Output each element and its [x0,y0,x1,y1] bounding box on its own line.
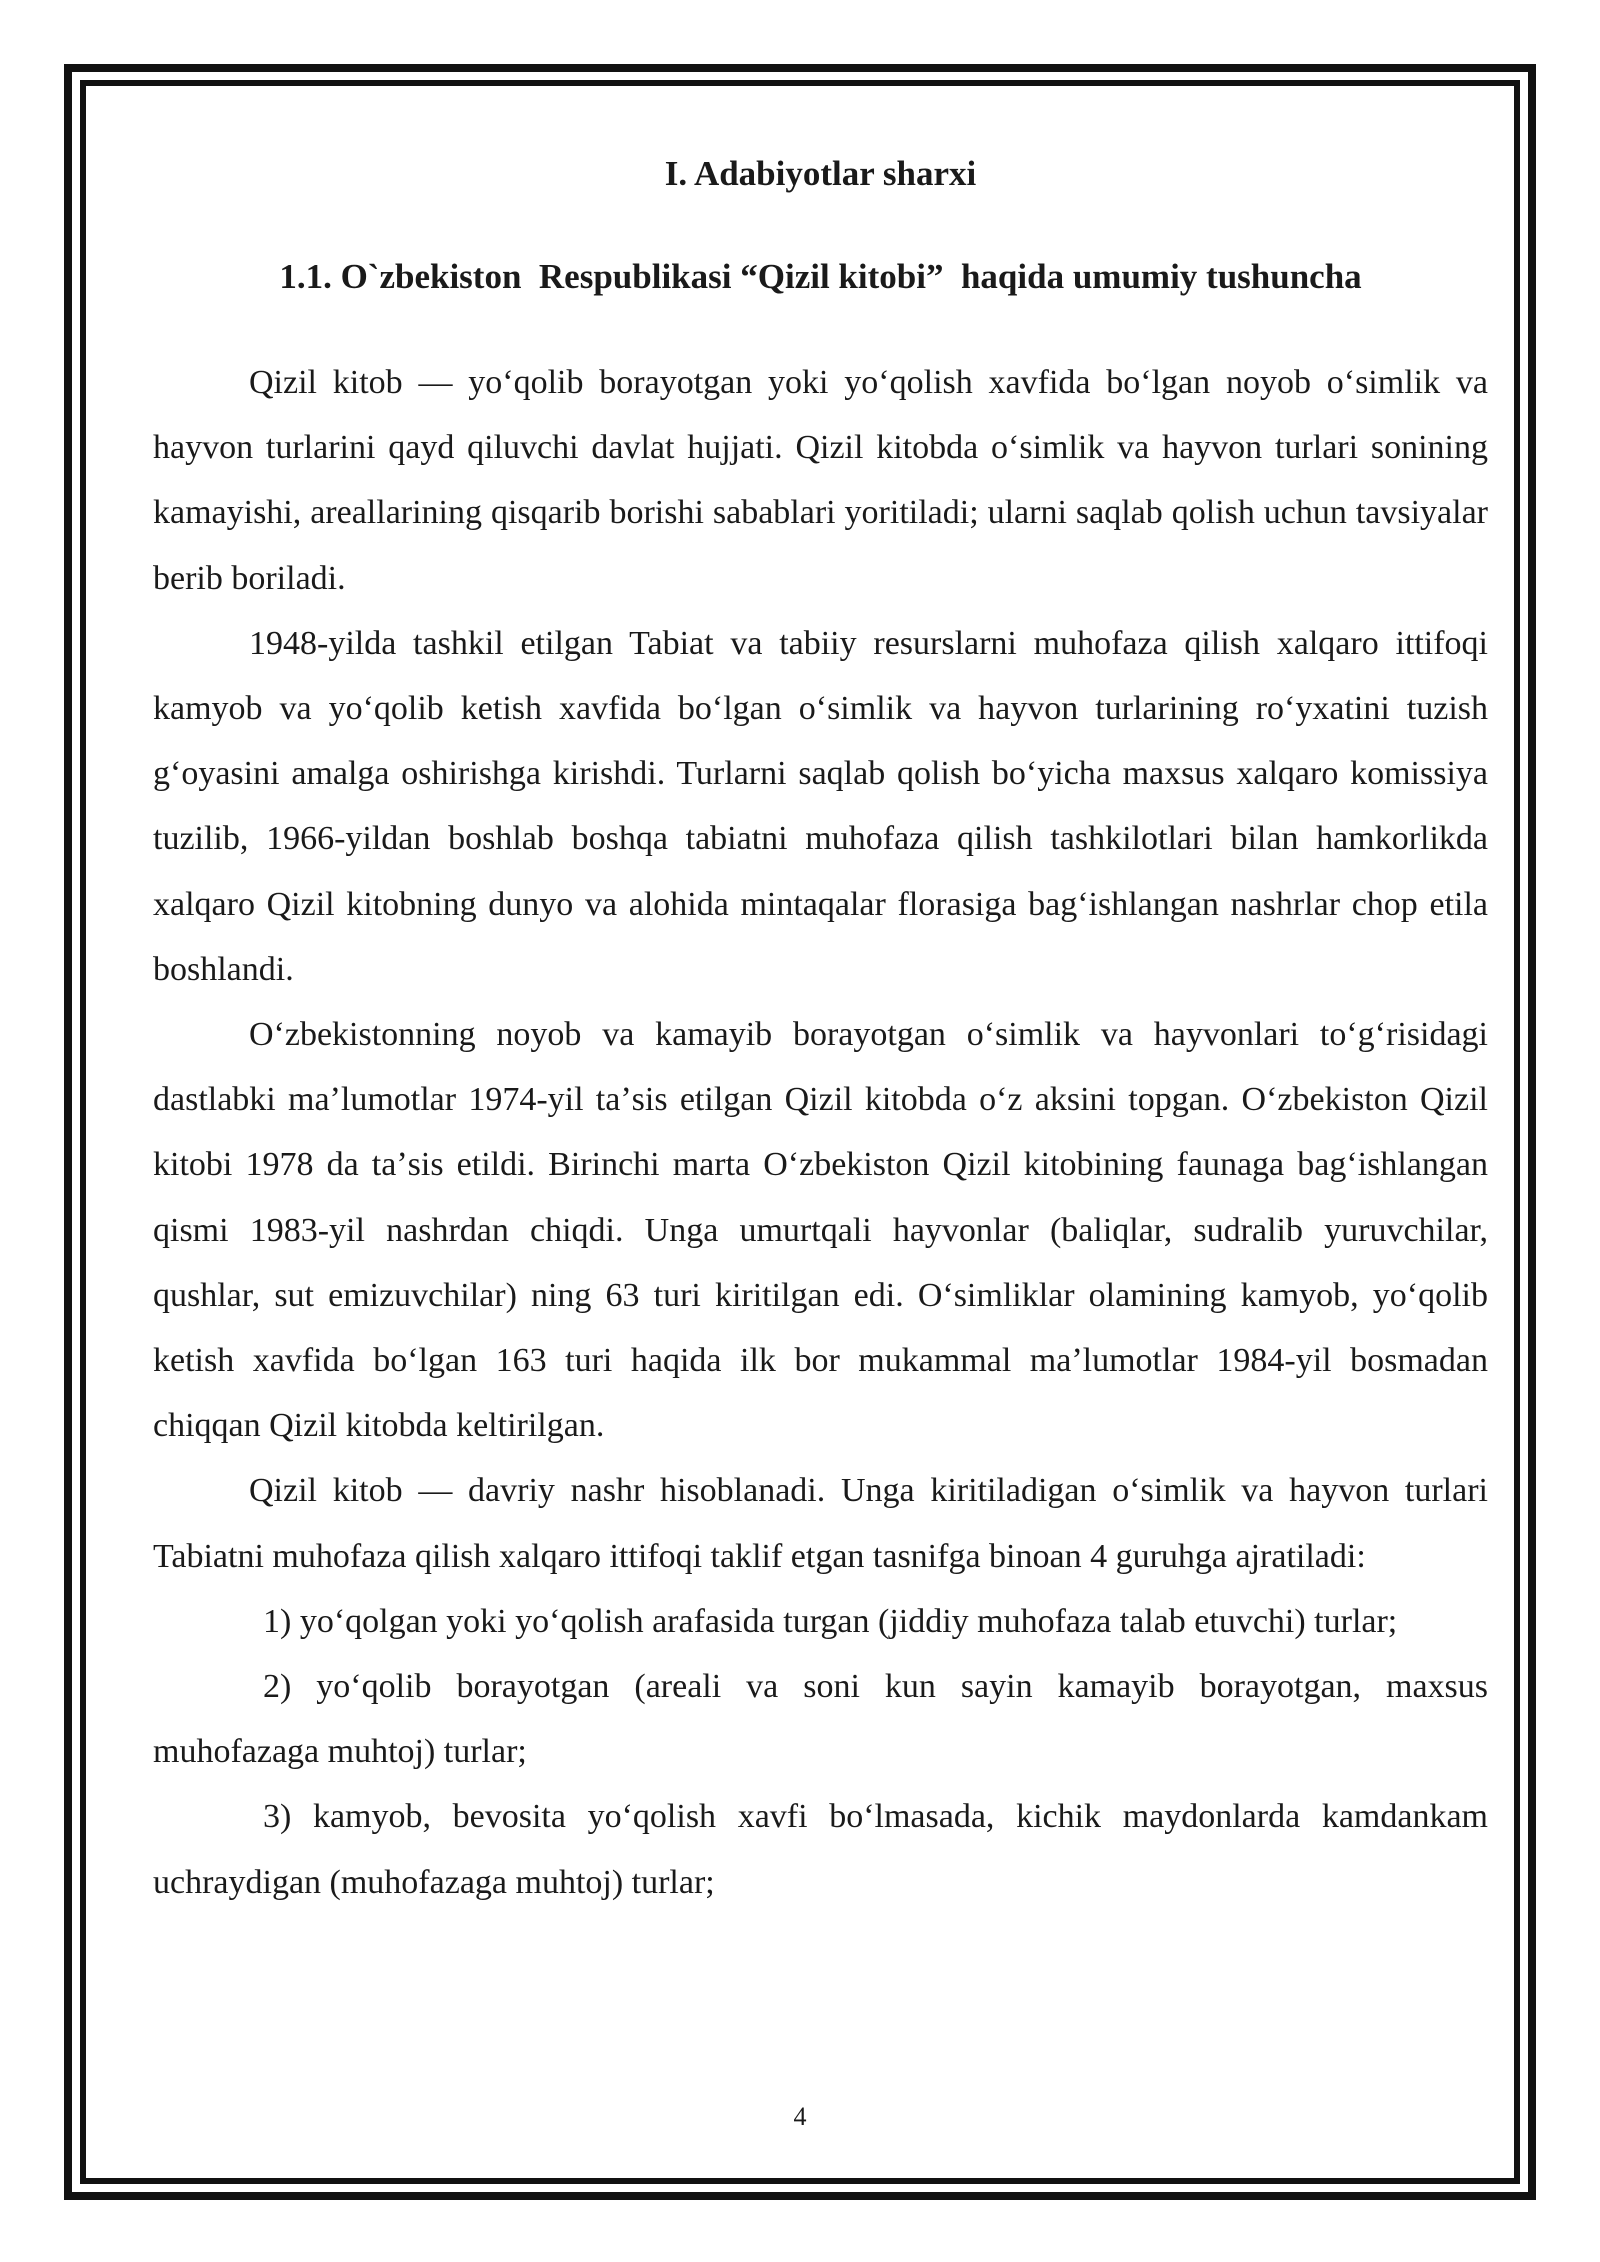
paragraph: Oʻzbekistonning noyob va kamayib borayotgan oʻsimlik va hayvonlari toʻgʻrisidagi dastlabki maʼlumotlar 1974-yil taʼsis etilgan Qizil kitobda oʻz aksini topgan. Oʻzbekiston Qizil kitobi 1978 da taʼsis etildi. Birinchi marta Oʻzbekiston Qizil kitobining faunaga bagʻishlangan qismi 1983-yil nashrdan chiqdi. Unga umurtqali hayvonlar (baliqlar, sudralib yuruvchilar, qushlar, sut emizuvchilar) ning 63 turi kiritilgan edi. Oʻsimliklar olamining kamyob, yoʻqolib ketish xavfida boʻlgan 163 turi haqida ilk bor mukammal maʼlumotlar 1984-yil bosmadan chiqqan Qizil kitobda keltirilgan. [153,1016,1488,1445]
body-text [153,350,1488,1915]
paragraph: 1948-yilda tashkil etilgan Tabiat va tabiiy resurslarni muhofaza qilish xalqaro ittifoqi kamyob va yoʻqolib ketish xavfida boʻlgan oʻsimlik va hayvon turlarining roʻyxatini tuzish gʻoyasini amalga oshirishga kirishdi. Turlarni saqlab qolish boʻyicha maxsus xalqaro komissiya tuzilib, 1966-yildan boshlab boshqa tabiatni muhofaza qilish tashkilotlari bilan hamkorlikda xalqaro Qizil kitobning dunyo va alohida mintaqalar florasiga bagʻishlangan nashrlar chop etila boshlandi. [153,624,1488,988]
paragraph: Qizil kitob — yoʻqolib borayotgan yoki yoʻqolish xavfida boʻlgan noyob oʻsimlik va hayvon turlarini qayd qiluvchi davlat hujjati. Qizil kitobda oʻsimlik va hayvon turlari sonining kamayishi, areallarining qisqarib borishi sabablari yoritiladi; ularni saqlab qolish uchun tavsiyalar berib boriladi. [153,364,1488,597]
list-item: 2) yoʻqolib borayotgan (areali va soni kun sayin kamayib borayotgan, maxsus muhofazaga muhtoj) turlar; [153,1668,1488,1771]
page-number: 4 [793,2102,807,2131]
paragraph: Qizil kitob — davriy nashr hisoblanadi. Unga kiritiladigan oʻsimlik va hayvon turlari Tabiatni muhofaza qilish xalqaro ittifoqi taklif etgan tasnifga binoan 4 guruhga ajratiladi: [153,1472,1488,1575]
section-title: 1.1. O`zbekiston Respublikasi “Qizil kitobi” haqida umumiy tushuncha [279,257,1362,296]
chapter-title: I. Adabiyotlar sharxi [664,154,977,193]
page-content [153,140,1488,2140]
list-item: 1) yoʻqolgan yoki yoʻqolish arafasida turgan (jiddiy muhofaza talab etuvchi) turlar; [263,1602,1398,1640]
list-item: 3) kamyob, bevosita yoʻqolish xavfi boʻlmasada, kichik maydonlarda kamdankam uchraydigan (muhofazaga muhtoj) turlar; [153,1798,1488,1901]
